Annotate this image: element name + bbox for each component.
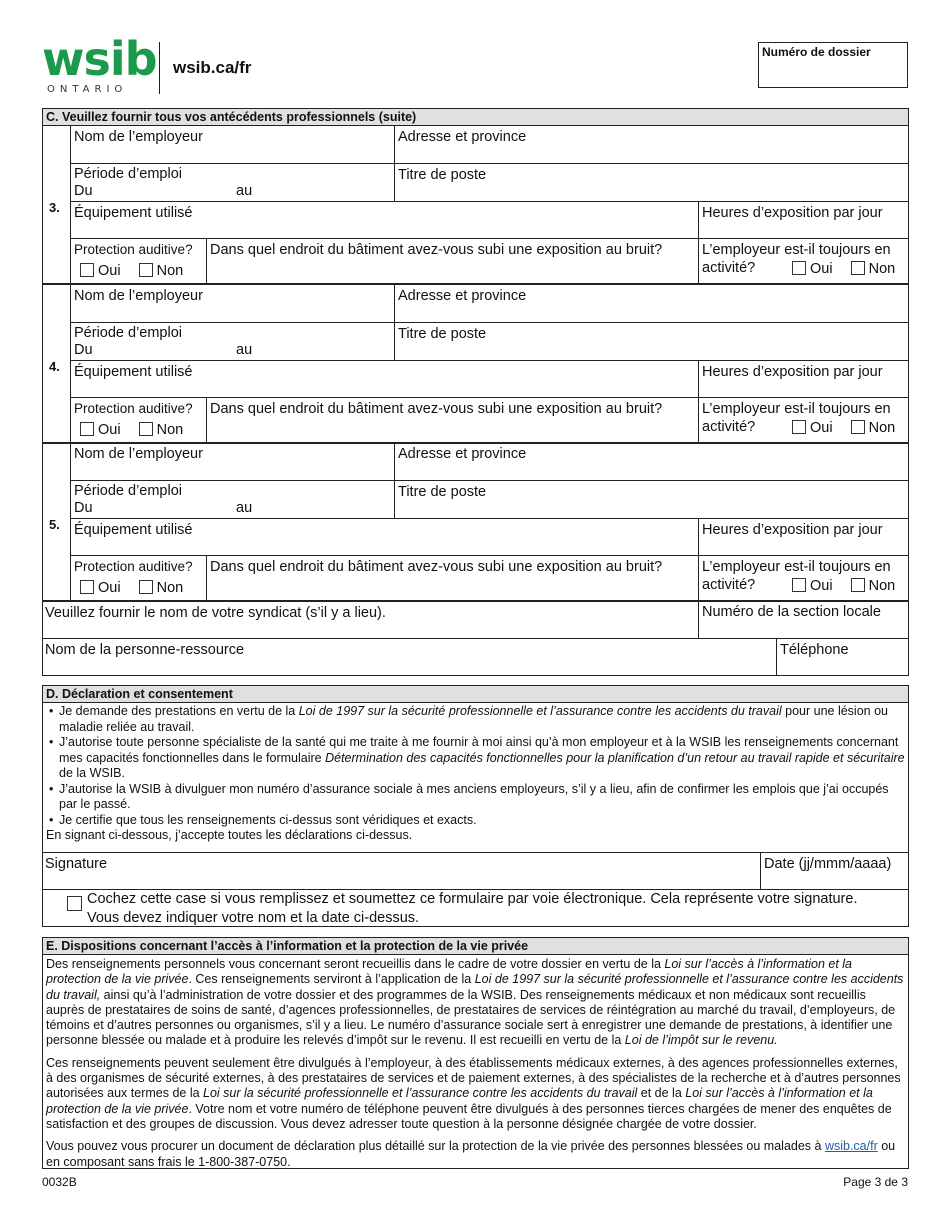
- job-title-label: Titre de poste: [398, 484, 487, 500]
- job-title-field[interactable]: [394, 322, 908, 360]
- to-label: au: [236, 500, 253, 516]
- phone-field[interactable]: [776, 638, 908, 675]
- hearing-label: Protection auditive?: [74, 559, 193, 574]
- exposure-location-field[interactable]: [206, 238, 698, 284]
- address-field[interactable]: [394, 285, 908, 322]
- job-title-field[interactable]: [394, 480, 908, 518]
- union-name-field[interactable]: [42, 601, 698, 639]
- employer-label: Nom de l’employeur: [74, 288, 203, 304]
- employer-name-field[interactable]: [70, 126, 394, 163]
- declaration-item: • J’autorise la WSIB à divulguer mon numéro d’assurance sociale à mes anciens employeurs, s’il y a lieu, afin de confirmer les emplois que j’ai occupés par le passé.: [46, 782, 905, 813]
- from-label: Du: [74, 500, 93, 516]
- no-label: Non: [156, 422, 184, 438]
- electronic-submission-checkbox[interactable]: [67, 896, 82, 911]
- still-operating-label: L’employeur est-il toujours en activité?: [702, 242, 891, 276]
- hearing-protection-group: [70, 238, 206, 284]
- header-divider: [159, 42, 160, 94]
- employment-period-field[interactable]: [70, 322, 394, 360]
- employer-active-yes-checkbox[interactable]: [792, 420, 806, 434]
- hearing-no-checkbox[interactable]: [139, 263, 153, 277]
- date-field[interactable]: [760, 852, 908, 890]
- declaration-text: [43, 703, 908, 844]
- hours-label: Heures d’exposition par jour: [702, 205, 883, 221]
- yes-label: Oui: [98, 263, 121, 279]
- address-field[interactable]: [394, 126, 908, 163]
- yes-label: Oui: [810, 261, 833, 277]
- yes-label: Oui: [98, 580, 121, 596]
- section-d-title: D. Déclaration et consentement: [43, 686, 908, 703]
- wsib-logo-ontario: ONTARIO: [47, 84, 128, 95]
- date-label: Date (jj/mmm/aaaa): [764, 856, 892, 872]
- no-label: Non: [156, 580, 184, 596]
- employer-label: Nom de l’employeur: [74, 129, 203, 145]
- employer-active-no-checkbox[interactable]: [851, 420, 865, 434]
- where-label: Dans quel endroit du bâtiment avez-vous subi une exposition au bruit?: [210, 401, 663, 417]
- period-label: Période d’emploi: [74, 325, 183, 341]
- header-url: wsib.ca/fr: [173, 58, 252, 77]
- file-number-field[interactable]: [758, 42, 908, 88]
- signature-field[interactable]: [42, 852, 760, 890]
- privacy-paragraph-3: Vous pouvez vous procurer un document de déclaration plus détaillé sur la protection de la vie privée des personnes blessées ou malades à wsib.ca/fr ou en composant sans frais le 1-800-387-0750.: [46, 1139, 896, 1169]
- hearing-yes-checkbox[interactable]: [80, 422, 94, 436]
- still-operating-label: L’employeur est-il toujours en activité?: [702, 401, 891, 435]
- employer-active-yes-checkbox[interactable]: [792, 578, 806, 592]
- local-label: Numéro de la section locale: [702, 604, 881, 620]
- job-title-label: Titre de poste: [398, 326, 487, 342]
- period-label: Période d’emploi: [74, 483, 183, 499]
- hearing-no-checkbox[interactable]: [139, 580, 153, 594]
- hearing-no-checkbox[interactable]: [139, 422, 153, 436]
- local-number-field[interactable]: [698, 601, 908, 639]
- yes-label: Oui: [98, 422, 121, 438]
- employer-active-no-checkbox[interactable]: [851, 578, 865, 592]
- declaration-item: • Je demande des prestations en vertu de la Loi de 1997 sur la sécurité professionnelle et l’assurance contre les accidents du travail pour une lésion ou maladie reliée au travail.: [46, 704, 905, 735]
- address-label: Adresse et province: [398, 446, 527, 462]
- equipment-field[interactable]: [70, 518, 698, 555]
- from-label: Du: [74, 342, 93, 358]
- where-label: Dans quel endroit du bâtiment avez-vous subi une exposition au bruit?: [210, 242, 663, 258]
- address-label: Adresse et province: [398, 129, 527, 145]
- section-c-title: C. Veuillez fournir tous vos antécédents professionnels (suite): [43, 109, 908, 126]
- employer-label: Nom de l’employeur: [74, 446, 203, 462]
- hearing-yes-checkbox[interactable]: [80, 580, 94, 594]
- exposure-hours-field[interactable]: [698, 201, 908, 238]
- declaration-item: • J’autorise toute personne spécialiste de la santé qui me traite à me fournir à moi ainsi qu’à mon employeur et à la WSIB les renseignements concernant mes capacités fonctionnelles dans le formulaire Détermination des capacités fonctionnelles pour la planification d’un retour au travail rapide et sécuritaire de la WSIB.: [46, 735, 905, 782]
- hearing-label: Protection auditive?: [74, 401, 193, 416]
- equipment-label: Équipement utilisé: [74, 522, 193, 538]
- entry-number: 3.: [49, 200, 60, 215]
- employer-active-yes-checkbox[interactable]: [792, 261, 806, 275]
- to-label: au: [236, 183, 253, 199]
- employer-active-group: [698, 238, 908, 284]
- no-label: Non: [868, 261, 896, 277]
- employment-period-field[interactable]: [70, 163, 394, 201]
- hearing-label: Protection auditive?: [74, 242, 193, 257]
- employer-active-group: [698, 397, 908, 443]
- hearing-protection-group: [70, 555, 206, 601]
- equipment-label: Équipement utilisé: [74, 205, 193, 221]
- job-title-label: Titre de poste: [398, 167, 487, 183]
- no-label: Non: [868, 420, 896, 436]
- entry-number: 5.: [49, 517, 60, 532]
- address-label: Adresse et province: [398, 288, 527, 304]
- employer-active-no-checkbox[interactable]: [851, 261, 865, 275]
- hearing-yes-checkbox[interactable]: [80, 263, 94, 277]
- hours-label: Heures d’exposition par jour: [702, 522, 883, 538]
- yes-label: Oui: [810, 420, 833, 436]
- declaration-item: • Je certifie que tous les renseignements ci-dessus sont véridiques et exacts.: [46, 813, 905, 829]
- equipment-field[interactable]: [70, 201, 698, 238]
- union-label: Veuillez fournir le nom de votre syndicat (s’il y a lieu).: [45, 605, 386, 621]
- section-e-title: E. Dispositions concernant l’accès à l’information et la protection de la vie privée: [43, 938, 908, 955]
- file-number-label: Numéro de dossier: [762, 45, 871, 59]
- declaration-closing: En signant ci-dessous, j’accepte toutes les déclarations ci-dessus.: [46, 828, 413, 842]
- exposure-location-field[interactable]: [206, 397, 698, 443]
- employer-active-group: [698, 555, 908, 601]
- employer-name-field[interactable]: [70, 285, 394, 322]
- address-field[interactable]: [394, 443, 908, 480]
- contact-name-field[interactable]: [42, 638, 776, 675]
- no-label: Non: [156, 263, 184, 279]
- hearing-protection-group: [70, 397, 206, 443]
- page-number: Page 3 de 3: [843, 1175, 908, 1189]
- to-label: au: [236, 342, 253, 358]
- electronic-submission-row: [42, 889, 908, 926]
- wsib-link[interactable]: wsib.ca/fr: [824, 1139, 878, 1154]
- contact-label: Nom de la personne-ressource: [45, 642, 245, 658]
- hours-label: Heures d’exposition par jour: [702, 364, 883, 380]
- number-column-divider: [70, 126, 71, 601]
- employment-period-field[interactable]: [70, 480, 394, 518]
- section-e: [42, 937, 909, 1169]
- electronic-submission-text: Cochez cette case si vous remplissez et soumettez ce formulaire par voie électronique. Cela représente votre signature. Vous devez indiquer votre nom et la date ci-dessus.: [87, 891, 858, 926]
- yes-label: Oui: [810, 578, 833, 594]
- exposure-hours-field[interactable]: [698, 518, 908, 555]
- exposure-location-field[interactable]: [206, 555, 698, 601]
- signature-label: Signature: [45, 856, 108, 872]
- entry-number: 4.: [49, 359, 60, 374]
- privacy-paragraph-1: Des renseignements personnels vous concernant seront recueillis dans le cadre de votre dossier en vertu de la Loi sur l’accès à l’information et la protection de la vie privée. Ces renseignements serviront à l’application de la Loi de 1997 sur la sécurité professionnelle et l’assurance contre les accidents du travail, ainsi qu’à l’administration de votre dossier et des programmes de la WSIB. Des renseignements médicaux et non médicaux sont recueillis auprès de prestataires de soins de santé, d’agences professionnelles, de prestataires de services de réintégration au marché du travail, d’employeurs, de témoins et d’autres personnes ou organismes, s’il y a lieu. Le numéro d’assurance sociale sert à enregistrer une demande de prestations, à identifier une personne blessée ou malade et à produire les relevés d’impôt sur le revenu. Il est recueilli en vertu de la Loi de l’impôt sur le revenu.: [46, 957, 904, 1048]
- privacy-text: [43, 955, 908, 1172]
- wsib-logo: wsib: [42, 32, 157, 86]
- no-label: Non: [868, 578, 896, 594]
- still-operating-label: L’employeur est-il toujours en activité?: [702, 559, 891, 593]
- exposure-hours-field[interactable]: [698, 360, 908, 397]
- period-label: Période d’emploi: [74, 166, 183, 182]
- form-code: 0032B: [42, 1175, 77, 1189]
- employer-name-field[interactable]: [70, 443, 394, 480]
- job-title-field[interactable]: [394, 163, 908, 201]
- equipment-field[interactable]: [70, 360, 698, 397]
- where-label: Dans quel endroit du bâtiment avez-vous subi une exposition au bruit?: [210, 559, 663, 575]
- equipment-label: Équipement utilisé: [74, 364, 193, 380]
- from-label: Du: [74, 183, 93, 199]
- phone-label: Téléphone: [780, 642, 849, 658]
- privacy-paragraph-2: Ces renseignements peuvent seulement être divulgués à l’employeur, à des établissements médicaux externes, à des agences professionnelles externes, à des organismes de sécurité externes, à des prestataires de services et de paiement externes, à des spécialistes de la recherche et à d’autres personnes autorisées aux termes de la Loi sur la sécurité professionnelle et l’assurance contre les accidents du travail et de la Loi sur l’accès à l’information et la protection de la vie privée. Votre nom et votre numéro de téléphone peuvent être divulgués à des personnes tierces chargées de mener des enquêtes de satisfaction et des groupes de discussion. Vous devez adresser toute question à la personne désignée chargée de votre dossier.: [46, 1055, 901, 1131]
